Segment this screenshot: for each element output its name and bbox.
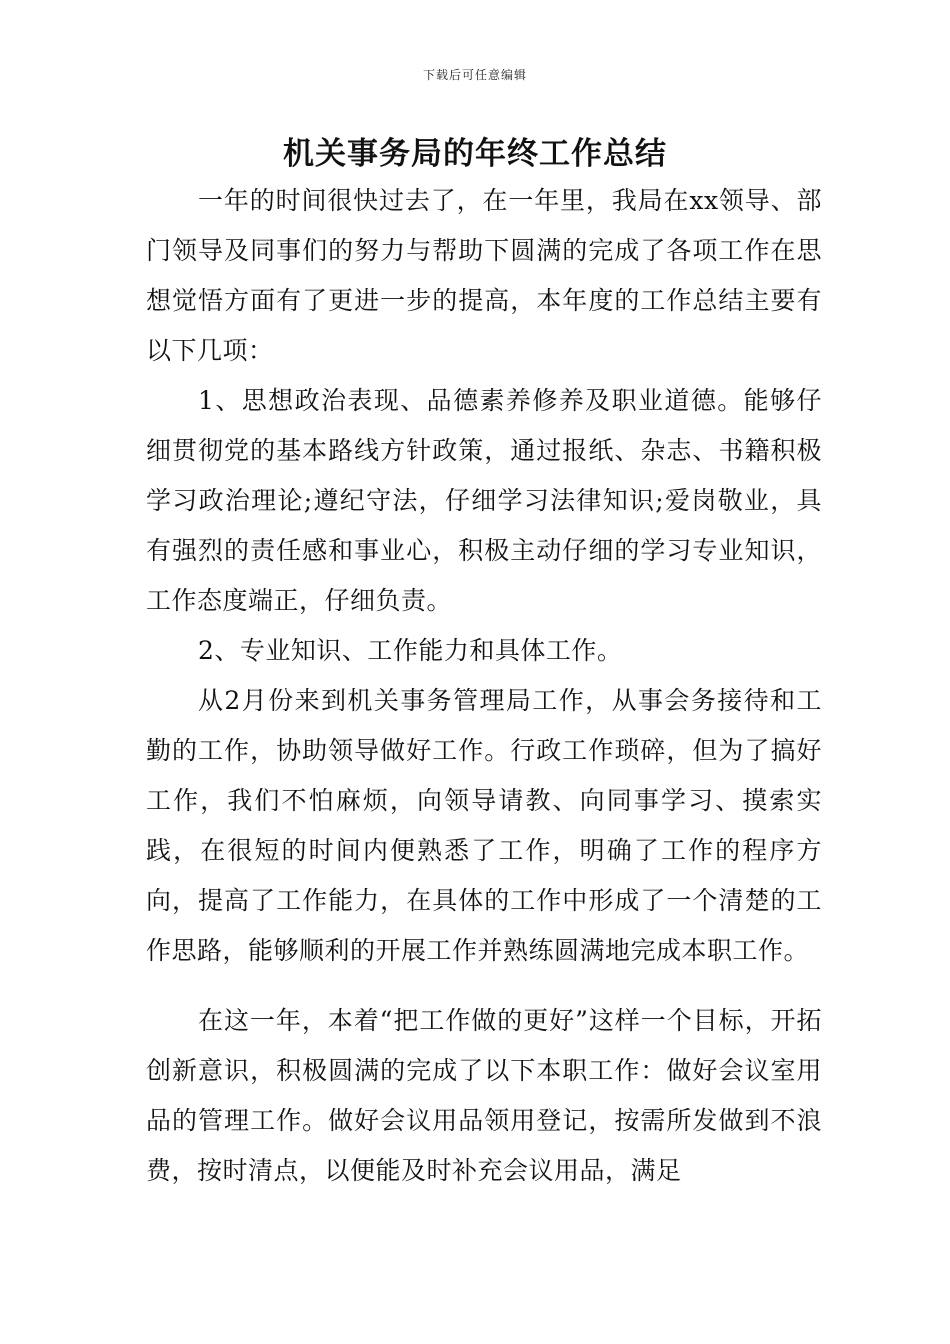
paragraph-section-2-heading: 2、专业知识、工作能力和具体工作。: [198, 636, 623, 665]
paragraph-section-1: 1、思想政治表现、品德素养修养及职业道德。能够仔细贯彻党的基本路线方针政策，通过报纸、杂志、书籍积极学习政治理论;遵纪守法，仔细学习法律知识;爱岗敬业，具有强烈的责任感和事业心，积极主动仔细的学习专业知识，工作态度端正，仔细负责。: [146, 386, 822, 615]
paragraph-intro: 一年的时间很快过去了，在一年里，我局在xx领导、部门领导及同事们的努力与帮助下圆满的完成了各项工作在思想觉悟方面有了更进一步的提高，本年度的工作总结主要有以下几项：: [146, 186, 822, 365]
header-note: 下载后可任意编辑: [422, 68, 527, 82]
paragraph-year-summary: 在这一年，本着“把工作做的更好”这样一个目标，开拓创新意识，积极圆满的完成了以下本职工作：做好会议室用品的管理工作。做好会议用品领用登记，按需所发做到不浪费，按时清点，以便能及时补充会议用品，满足: [146, 1006, 822, 1185]
paragraph-work-description: 从2月份来到机关事务管理局工作，从事会务接待和工勤的工作，协助领导做好工作。行政工作琐碎，但为了搞好工作，我们不怕麻烦，向领导请教、向同事学习、摸索实践，在很短的时间内便熟悉了工作，明确了工作的程序方向，提高了工作能力，在具体的工作中形成了一个清楚的工作思路，能够顺利的开展工作并熟练圆满地完成本职工作。: [146, 686, 822, 965]
document-title: 机关事务局的年终工作总结: [283, 136, 667, 172]
document-body: [146, 176, 822, 1196]
